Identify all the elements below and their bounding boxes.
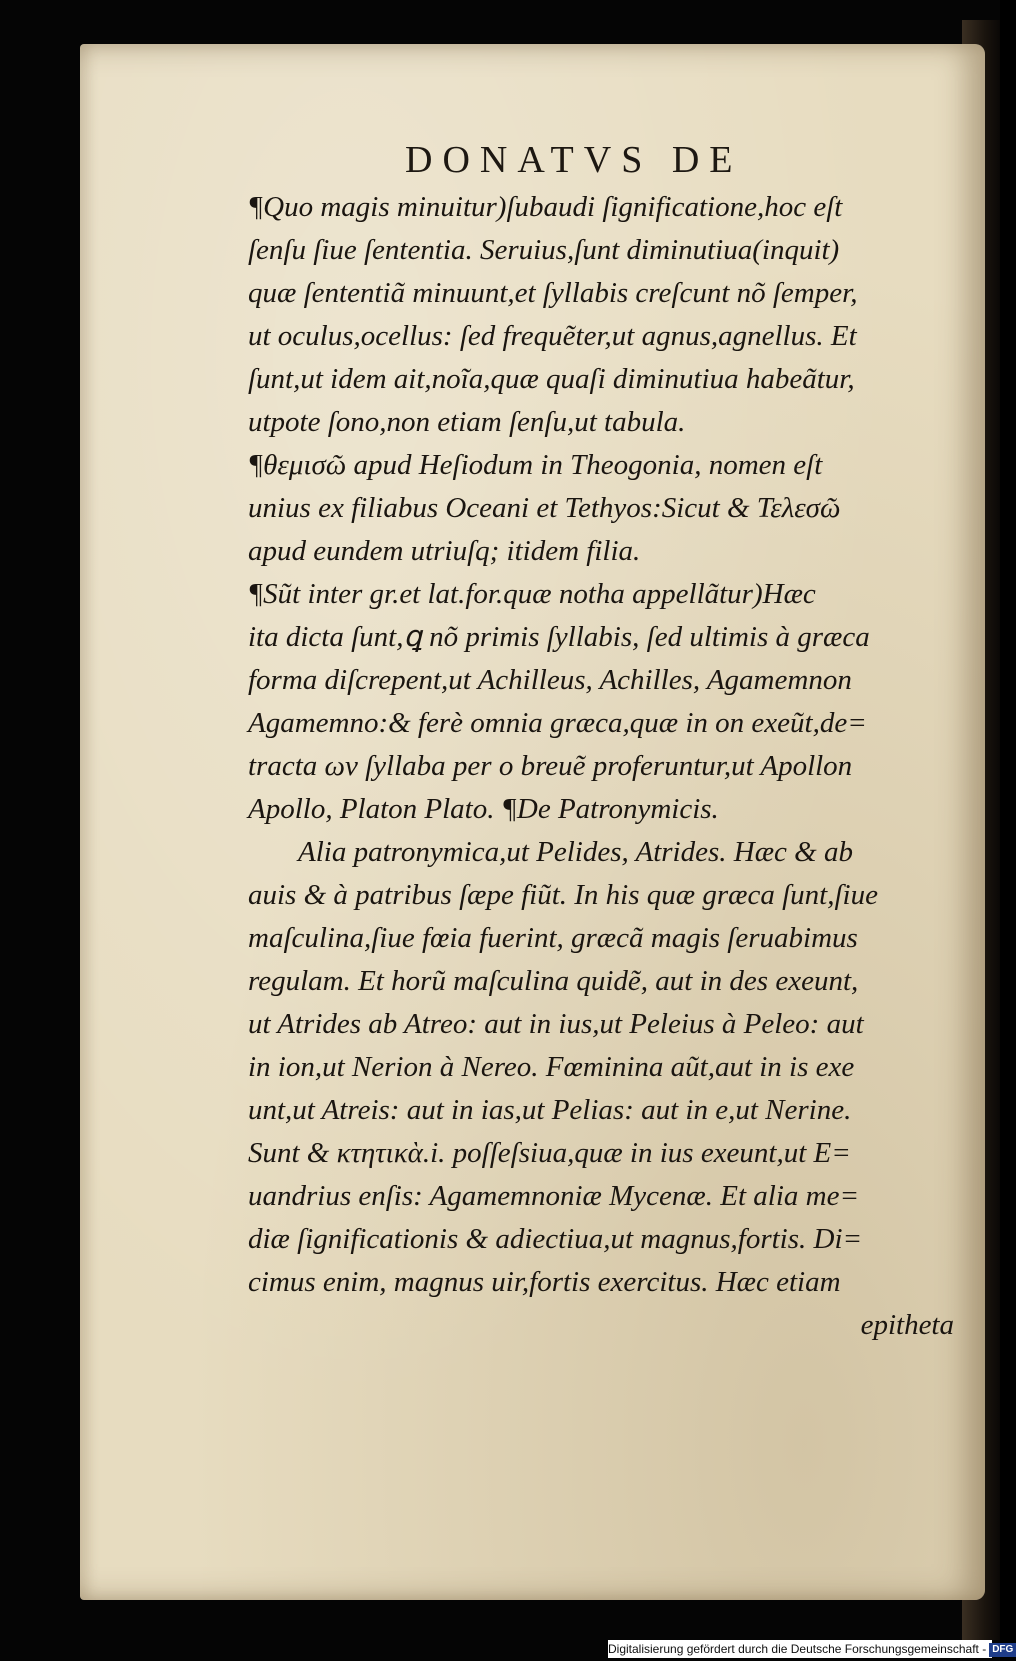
- text-line: cimus enim, magnus uir,fortis exercitus. Hæc etiam: [248, 1266, 841, 1298]
- text-line: auis & à patribus ſæpe fiũt. In his quæ græca ſunt,ſiue: [248, 879, 878, 911]
- text-line: diæ ſignificationis & adiectiua,ut magnus,fortis. Di=: [248, 1223, 863, 1255]
- text-line: quæ ſententiã minuunt,et ſyllabis creſcunt nõ ſemper,: [248, 277, 858, 309]
- text-line: regulam. Et horũ maſculina quidẽ, aut in des exeunt,: [248, 965, 859, 997]
- text-line: utpote ſono,non etiam ſenſu,ut tabula.: [248, 406, 686, 438]
- text-line: Sunt & κτητικὰ.i. poſſeſsiua,quæ in ius exeunt,ut E=: [248, 1137, 851, 1169]
- text-line: ¶Quo magis minuitur)ſubaudi ſignificatione,hoc eſt: [248, 191, 843, 223]
- text-line: ſenſu ſiue ſententia. Seruius,ſunt diminutiua(inquit): [248, 234, 840, 266]
- text-line: unt,ut Atreis: aut in ias,ut Pelias: aut in e,ut Nerine.: [248, 1094, 852, 1126]
- digitization-credit: [608, 1640, 1014, 1658]
- text-line: ſunt,ut idem ait,noĩa,quæ quaſi diminutiua habeãtur,: [248, 363, 855, 395]
- dfg-logo-icon: DFG: [989, 1643, 1016, 1657]
- text-line: in ion,ut Nerion à Nereo. Fœminina aũt,aut in is exe: [248, 1051, 855, 1083]
- text-line: ut oculus,ocellus: ſed frequẽter,ut agnus,agnellus. Et: [248, 320, 857, 352]
- text-line: forma diſcrepent,ut Achilleus, Achilles, Agamemnon: [248, 664, 852, 696]
- catchword: epitheta: [860, 1309, 954, 1341]
- text-line: apud eundem utriuſq; itidem filia.: [248, 535, 641, 567]
- text-line: maſculina,ſiue fœia fuerint, græcã magis ſeruabimus: [248, 922, 858, 954]
- running-head: DONATVS DE: [405, 139, 743, 181]
- text-line: ut Atrides ab Atreo: aut in ius,ut Peleius à Peleo: aut: [248, 1008, 864, 1040]
- text-line: Agamemno:& ferè omnia græca,quæ in on exeũt,de=: [248, 707, 867, 739]
- text-line: tracta ων ſyllaba per o breuẽ proferuntur,ut Apollon: [248, 750, 853, 782]
- credit-text: Digitalisierung gefördert durch die Deutsche Forschungsgemeinschaft -: [608, 1642, 987, 1656]
- text-line: Apollo, Platon Plato. ¶De Patronymicis.: [248, 793, 719, 825]
- text-line: Alia patronymica,ut Pelides, Atrides. Hæc & ab: [298, 836, 853, 868]
- page-text: [248, 186, 958, 1347]
- text-line: ita dicta ſunt,ꝗ nõ primis ſyllabis, ſed ultimis à græca: [248, 621, 870, 653]
- text-line: uandrius enſis: Agamemnoniæ Mycenæ. Et alia me=: [248, 1180, 860, 1212]
- text-line: ¶θεμισῶ apud Heſiodum in Theogonia, nomen eſt: [248, 449, 823, 481]
- text-line: unius ex filiabus Oceani et Tethyos:Sicut & Τελεσῶ: [248, 492, 841, 524]
- text-line: ¶Sũt inter gr.et lat.for.quæ notha appellãtur)Hæc: [248, 578, 816, 610]
